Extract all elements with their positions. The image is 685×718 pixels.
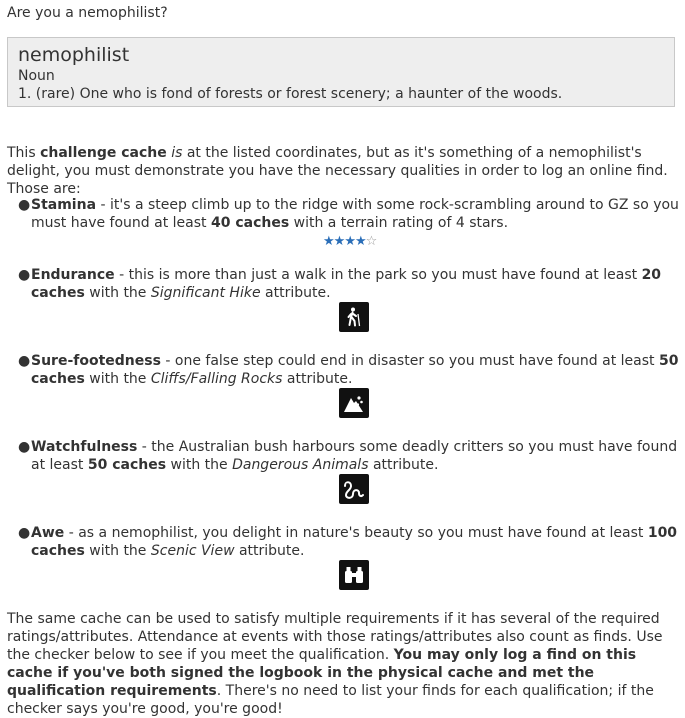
star-filled-icon: ★ <box>354 234 366 249</box>
star-filled-icon: ★ <box>333 234 345 249</box>
bullet: ● <box>18 353 31 369</box>
intro-question: Are you a nemophilist? <box>7 5 168 21</box>
bullet: ● <box>18 197 31 213</box>
closing-paragraph: The same cache can be used to satisfy multiple requirements if it has several of the required ratings/attributes. Attendance at events with those ratings/attributes also count as finds. Use the checker below to see if you meet the qualification. You may only log a find on this cache if you've both signed the logbook in the physical cache and met the qualification requirements. There's no need to list your finds for each qualification; if the checker says you're good, you're good! <box>7 611 663 717</box>
intro-paragraph: This challenge cache is at the listed coordinates, but as it's something of a nemophilist's delight, you must demonstrate you have the necessary qualities in order to log an online find. Those are: <box>7 145 668 197</box>
bullet: ● <box>18 439 31 455</box>
definition-box <box>7 37 675 107</box>
terrain-rating-stars <box>323 233 376 251</box>
definition-term: nemophilist <box>18 44 130 66</box>
snake-icon <box>339 474 369 504</box>
definition-part-of-speech: Noun <box>18 68 55 84</box>
logging-rule-bold: You may only log a find on this cache if you've both signed the logbook in the physical cache and met the qualification requirements <box>7 647 637 699</box>
star-filled-icon: ★ <box>323 234 334 249</box>
falling-rocks-icon <box>339 388 369 418</box>
definition-sense: 1. (rare) One who is fond of forests or forest scenery; a haunter of the woods. <box>18 86 563 102</box>
star-filled-icon: ★ <box>344 234 355 249</box>
hiker-icon <box>339 302 369 332</box>
challenge-cache-bold: challenge cache <box>40 145 167 161</box>
bullet: ● <box>18 525 31 541</box>
bullet: ● <box>18 267 31 283</box>
star-empty-icon: ☆ <box>365 234 377 249</box>
binoculars-icon <box>339 560 369 590</box>
